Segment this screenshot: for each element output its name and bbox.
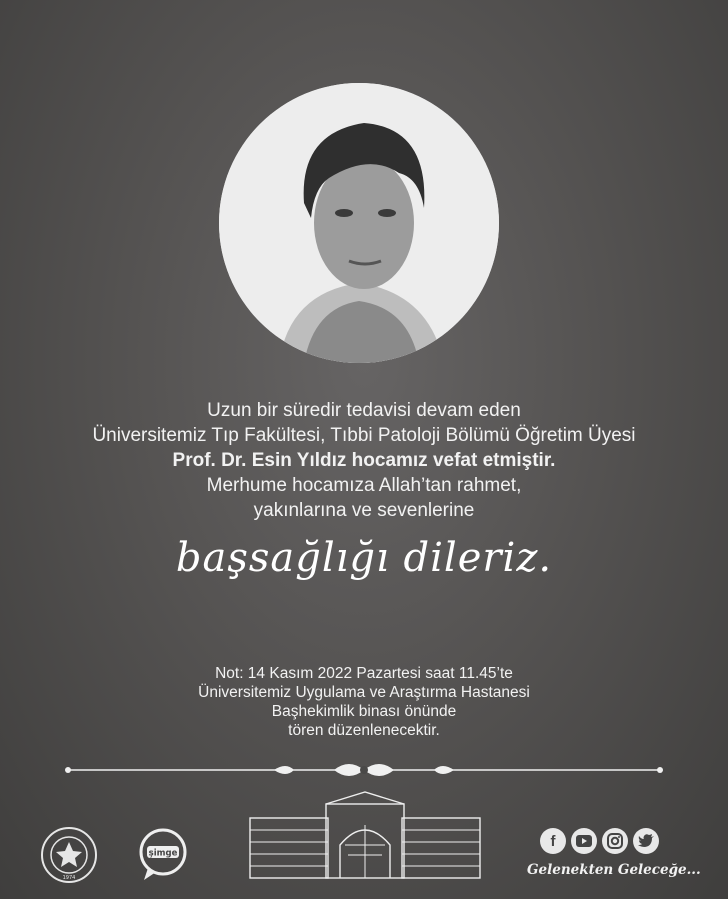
svg-text:1974: 1974	[62, 875, 76, 881]
condolence-heading: başsağlığı dileriz.	[175, 535, 553, 581]
note-line-4: tören düzenlenecektir.	[288, 722, 440, 739]
simge-logo	[138, 828, 188, 882]
facebook-icon[interactable]	[540, 828, 566, 854]
university-seal-logo	[40, 826, 98, 884]
condolence-message	[0, 398, 728, 523]
message-line-5: yakınlarına ve sevenlerine	[253, 500, 475, 521]
portrait-photo	[219, 83, 499, 363]
divider-ornament	[64, 758, 664, 782]
ceremony-note	[0, 664, 728, 740]
facebook-glyph: f	[550, 832, 556, 850]
hospital-building-illustration	[248, 790, 482, 882]
ornamental-divider	[64, 758, 664, 782]
note-line-3: Başhekimlik binası önünde	[271, 703, 457, 720]
portrait-image	[219, 83, 499, 363]
message-line-2: Üniversitemiz Tıp Fakültesi, Tıbbi Patoloji Bölümü Öğretim Üyesi	[92, 425, 636, 446]
note-line-2: Üniversitemiz Uygulama ve Araştırma Hastanesi	[198, 684, 530, 701]
note-line-1: Not: 14 Kasım 2022 Pazartesi saat 11.45’te	[215, 665, 513, 682]
social-media-icons	[540, 828, 659, 854]
message-line-4: Merhume hocamıza Allah’tan rahmet,	[206, 475, 522, 496]
youtube-icon[interactable]	[571, 828, 597, 854]
svg-text:şimge: şimge	[148, 848, 178, 859]
twitter-icon[interactable]	[633, 828, 659, 854]
message-line-3: Prof. Dr. Esin Yıldız hocamız vefat etmiştir.	[172, 450, 556, 471]
university-slogan: Gelenekten Geleceğe...	[527, 862, 701, 878]
message-line-1: Uzun bir süredir tedavisi devam eden	[207, 400, 521, 421]
instagram-icon[interactable]	[602, 828, 628, 854]
